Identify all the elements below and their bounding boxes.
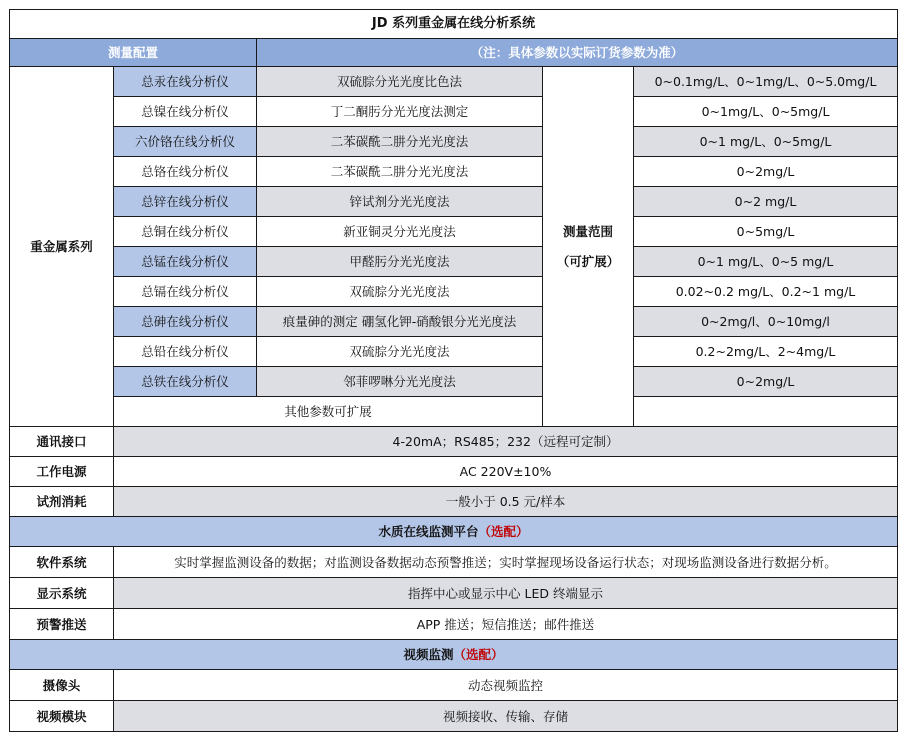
platform-value: 指挥中心或显示中心 LED 终端显示 (114, 578, 898, 609)
platform-label: 显示系统 (10, 578, 114, 609)
table-row (10, 487, 898, 517)
table-row (10, 427, 898, 457)
table-row (10, 247, 898, 277)
table-row (10, 217, 898, 247)
table-row (10, 367, 898, 397)
range-cell: 0~2mg/L (634, 367, 898, 397)
instrument-name: 总镍在线分析仪 (114, 97, 257, 127)
video-value: 视频接收、传输、存储 (114, 701, 898, 732)
table-title: JD 系列重金属在线分析系统 (10, 10, 898, 39)
instrument-name: 总镉在线分析仪 (114, 277, 257, 307)
group-label-heavy-metal: 重金属系列 (10, 67, 114, 427)
method-cell: 新亚铜灵分光光度法 (257, 217, 543, 247)
param-value: AC 220V±10% (114, 457, 898, 487)
method-cell: 甲醛肟分光光度法 (257, 247, 543, 277)
range-cell: 0~2 mg/L (634, 187, 898, 217)
table-row (10, 157, 898, 187)
table-row (10, 337, 898, 367)
method-cell: 丁二酮肟分光光度法测定 (257, 97, 543, 127)
video-label: 视频模块 (10, 701, 114, 732)
section-video-title (10, 640, 898, 670)
method-cell: 双硫腙分光光度法 (257, 337, 543, 367)
table-row (10, 277, 898, 307)
header-note: （注：具体参数以实际订货参数为准） (257, 39, 898, 67)
range-cell: 0~0.1mg/L、0~1mg/L、0~5.0mg/L (634, 67, 898, 97)
range-cell: 0~1 mg/L、0~5 mg/L (634, 247, 898, 277)
table-row (10, 670, 898, 701)
instrument-name: 总铜在线分析仪 (114, 217, 257, 247)
table-row (10, 578, 898, 609)
video-label: 摄像头 (10, 670, 114, 701)
header-measure-config: 测量配置 (10, 39, 257, 67)
table-row (10, 609, 898, 640)
param-value: 4-20mA；RS485；232（远程可定制） (114, 427, 898, 457)
section-title-text: 视频监测 (403, 647, 454, 662)
range-cell: 0~2mg/L (634, 157, 898, 187)
video-value: 动态视频监控 (114, 670, 898, 701)
instrument-name: 总汞在线分析仪 (114, 67, 257, 97)
platform-label: 软件系统 (10, 547, 114, 578)
table-row (10, 127, 898, 157)
platform-value: 实时掌握监测设备的数据；对监测设备数据动态预警推送；实时掌握现场设备运行状态；对现场监测设备进行数据分析。 (114, 547, 898, 578)
param-label: 试剂消耗 (10, 487, 114, 517)
method-cell: 双硫腙分光光度法 (257, 277, 543, 307)
method-cell: 双硫腙分光光度比色法 (257, 67, 543, 97)
method-cell: 二苯碳酰二肼分光光度法 (257, 157, 543, 187)
param-label: 通讯接口 (10, 427, 114, 457)
instrument-name: 六价铬在线分析仪 (114, 127, 257, 157)
range-cell: 0~1mg/L、0~5mg/L (634, 97, 898, 127)
method-cell: 锌试剂分光光度法 (257, 187, 543, 217)
instrument-name: 总铁在线分析仪 (114, 367, 257, 397)
param-value: 一般小于 0.5 元/样本 (114, 487, 898, 517)
range-cell-empty (634, 397, 898, 427)
range-label (543, 67, 634, 427)
instrument-name: 总砷在线分析仪 (114, 307, 257, 337)
optional-badge: （选配） (453, 647, 504, 662)
table-row (10, 187, 898, 217)
table-row (10, 397, 898, 427)
other-params-note: 其他参数可扩展 (114, 397, 543, 427)
instrument-name: 总锰在线分析仪 (114, 247, 257, 277)
table-row (10, 97, 898, 127)
range-cell: 0~5mg/L (634, 217, 898, 247)
range-cell: 0~1 mg/L、0~5mg/L (634, 127, 898, 157)
table-row (10, 701, 898, 732)
method-cell: 邻菲啰啉分光光度法 (257, 367, 543, 397)
table-row (10, 307, 898, 337)
range-label-line1: 测量范围 (562, 224, 613, 239)
instrument-name: 总锌在线分析仪 (114, 187, 257, 217)
platform-value: APP 推送；短信推送；邮件推送 (114, 609, 898, 640)
method-cell: 二苯碳酰二肼分光光度法 (257, 127, 543, 157)
instrument-name: 总铬在线分析仪 (114, 157, 257, 187)
instrument-name: 总铅在线分析仪 (114, 337, 257, 367)
method-cell: 痕量砷的测定 硼氢化钾-硝酸银分光光度法 (257, 307, 543, 337)
range-cell: 0.2~2mg/L、2~4mg/L (634, 337, 898, 367)
range-label-line2: （可扩展） (556, 254, 620, 269)
optional-badge: （选配） (478, 524, 529, 539)
section-platform-title (10, 517, 898, 547)
spec-table (9, 9, 898, 732)
table-row (10, 457, 898, 487)
range-cell: 0~2mg/l、0~10mg/l (634, 307, 898, 337)
table-row (10, 547, 898, 578)
range-cell: 0.02~0.2 mg/L、0.2~1 mg/L (634, 277, 898, 307)
section-title-text: 水质在线监测平台 (378, 524, 479, 539)
platform-label: 预警推送 (10, 609, 114, 640)
table-row (10, 67, 898, 97)
param-label: 工作电源 (10, 457, 114, 487)
